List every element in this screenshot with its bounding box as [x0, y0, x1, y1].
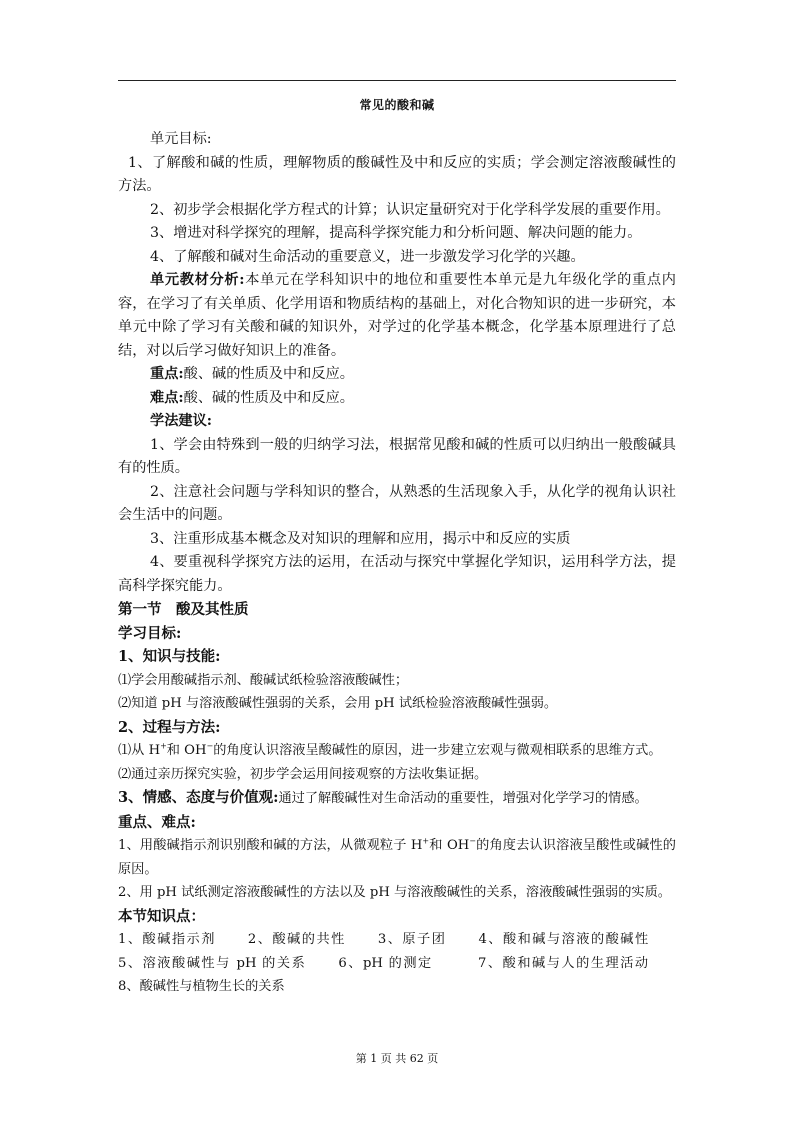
process-item-1-part: 的角度认识溶液呈酸碱性的原因，进一步建立宏观与微观相联系的思维方式。: [213, 743, 662, 758]
keydiff-item-1-part: 和 OH: [429, 838, 470, 853]
process-item-1-part: ⑴从 H: [118, 743, 161, 758]
difficulty-point: [118, 387, 676, 411]
unit-analysis: [118, 269, 676, 363]
emotion-goal: [118, 786, 676, 811]
knowledge-point: 2、酸碱的共性: [247, 932, 346, 947]
unit-goal-1: 1、了解酸和碱的性质，理解物质的酸碱性及中和反应的实质；学会测定溶液酸碱性的方法。: [118, 154, 676, 194]
process-item-2: ⑵通过亲历探究实验，初步学会运用间接观察的方法收集证据。: [118, 766, 488, 782]
process-item-1: [118, 739, 676, 763]
unit-goal-3: 3、增进对科学探究的理解，提高科学探究能力和分析问题、解决问题的能力。: [150, 225, 642, 241]
knowledge-item-1: ⑴学会用酸碱指示剂、酸碱试纸检验溶液酸碱性；: [118, 672, 409, 688]
emotion-label: 3、情感、态度与价值观:: [118, 789, 279, 806]
section-title: 第一节 酸及其性质: [118, 601, 249, 618]
process-heading: 2、过程与方法:: [118, 718, 221, 736]
method-2: 2、注意社会问题与学科知识的整合，从熟悉的生活现象入手，从化学的视角认识社会生活中的问题。: [118, 483, 676, 523]
difficulty-label: 难点:: [150, 389, 184, 406]
knowledge-point: 1、酸碱指示剂: [118, 932, 216, 947]
knowledge-point: 3、原子团: [377, 932, 447, 947]
method-heading: 学法建议:: [150, 413, 212, 429]
unit-analysis-label: 单元教材分析:: [150, 272, 245, 288]
knowledge-points-heading: 本节知识点：: [118, 907, 205, 925]
method-3: 3、注重形成基本概念及对知识的理解和应用，揭示中和反应的实质: [150, 530, 571, 547]
method-1: 1、学会由特殊到一般的归纳学习法，根据常见酸和碱的性质可以归纳出一般酸碱具有的性质。: [118, 436, 676, 476]
knowledge-point: 7、酸和碱与人的生理活动: [478, 955, 650, 971]
unit-goal-2: 2、初步学会根据化学方程式的计算；认识定量研究对于化学科学发展的重要作用。: [150, 201, 670, 218]
unit-goals-heading: 单元目标:: [150, 131, 212, 147]
keydiff-item-2: 2、用 pH 试纸测定溶液酸碱性的方法以及 pH 与溶液酸碱性的关系，溶液酸碱性强弱的实质。: [118, 885, 671, 900]
key-point: [118, 363, 676, 387]
knowledge-point: 4、酸和碱与溶液的酸碱性: [478, 932, 650, 947]
difficulty-text: 酸、碱的性质及中和反应。: [183, 389, 354, 406]
document-title: 常见的酸和碱: [359, 98, 435, 112]
key-point-text: 酸、碱的性质及中和反应。: [183, 366, 354, 382]
knowledge-heading: 1、知识与技能:: [118, 648, 221, 665]
knowledge-point: 8、酸碱性与植物生长的关系: [118, 979, 285, 994]
unit-goal-4: 4、了解酸和碱对生命活动的重要意义，进一步激发学习化学的兴趣。: [150, 248, 585, 265]
keydiff-heading: 重点、难点:: [118, 813, 196, 831]
keydiff-item-1-part: 的角度去认识溶液呈酸性或碱性的原因。: [118, 838, 676, 877]
emotion-text: 通过了解酸碱性对生命活动的重要性，增强对化学学习的情感。: [278, 791, 648, 806]
knowledge-point: 5、溶液酸碱性与 pH 的关系: [118, 955, 307, 971]
knowledge-item-2: ⑵知道 pH 与溶液酸碱性强弱的关系，会用 pH 试纸检验溶液酸碱性强弱。: [118, 696, 558, 711]
document-body: [118, 128, 676, 999]
header-rule: [118, 80, 676, 81]
oh-ion-sup: −: [206, 741, 214, 751]
keydiff-item-1: [118, 834, 676, 881]
process-item-1-part: 和 OH: [166, 743, 207, 758]
method-4: 4、要重视科学探究方法的运用，在活动与探究中掌握化学知识，运用科学方法，提高科学探究能力。: [118, 554, 676, 594]
page-footer: 第 1 页 共 62 页: [355, 1052, 439, 1065]
keydiff-item-1-part: 1、用酸碱指示剂识别酸和碱的方法，从微观粒子 H: [118, 838, 423, 853]
knowledge-points-list: [118, 928, 676, 999]
knowledge-point: 6、pH 的测定: [338, 955, 433, 971]
h-ion-sup: +: [422, 836, 430, 846]
unit-analysis-text: 本单元在学科知识中的地位和重要性本单元是九年级化学的重点内容，在学习了有关单质、化学用语和物质结构的基础上，对化合物知识的进一步研究，本单元中除了学习有关酸和碱的知识外，对学过的化学基本概念，化学基本原理进行了总结，对以后学习做好知识上的准备。: [118, 272, 676, 359]
learning-goals-heading: 学习目标:: [118, 624, 182, 642]
h-ion-sup: +: [160, 741, 167, 751]
oh-ion-sup: −: [469, 836, 476, 846]
key-point-label: 重点:: [150, 366, 184, 382]
